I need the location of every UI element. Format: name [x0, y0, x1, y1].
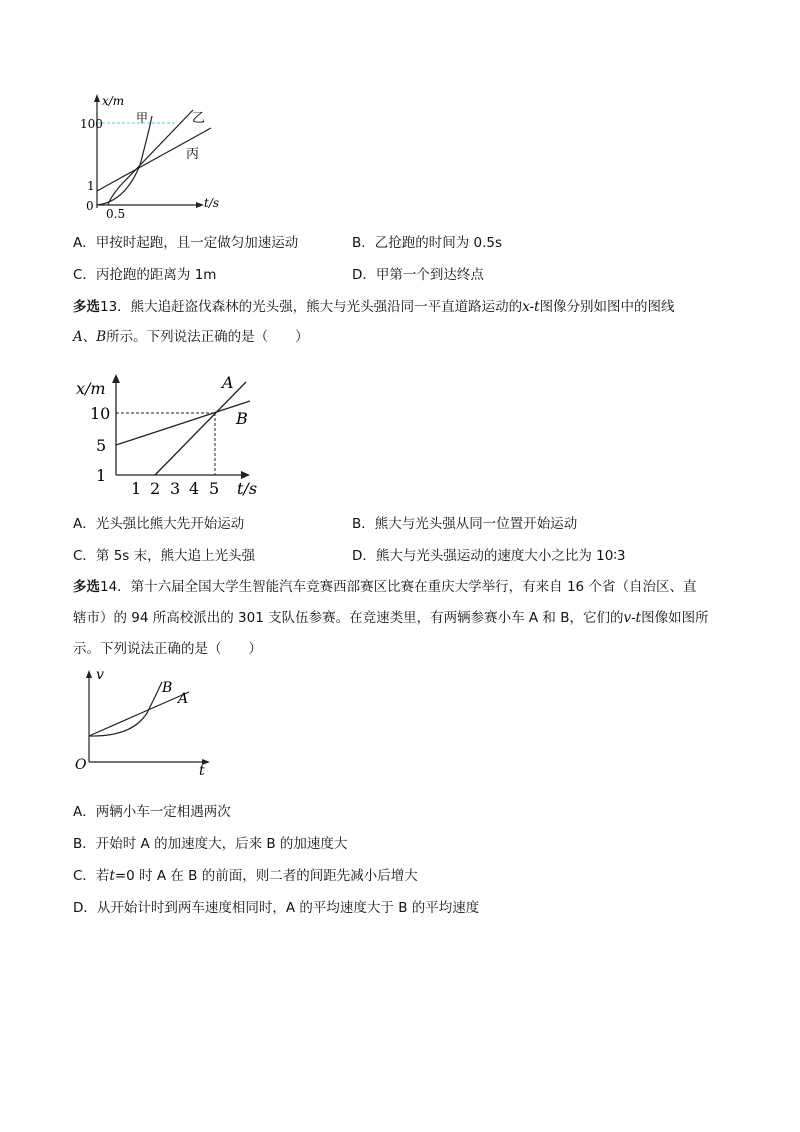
q13-stem-line-1 — [73, 297, 675, 317]
line-a — [89, 692, 189, 736]
q14-option-c-1: C．若 — [73, 868, 110, 884]
q14-option-c-t: t — [109, 868, 115, 884]
q12-option-a: A．甲按时起跑，且一定做匀加速运动 — [73, 235, 299, 251]
y-axis-arrow — [94, 94, 100, 102]
q13-option-d: D．熊大与光头强运动的速度大小之比为 10∶3 — [352, 548, 626, 564]
q13-sep: 、 — [82, 329, 97, 345]
fig2-tick-x3: 3 — [170, 479, 181, 498]
q14-option-d: D．从开始计时到两车速度相同时，A 的平均速度大于 B 的平均速度 — [73, 900, 480, 916]
fig2-tick-1: 1 — [96, 466, 107, 485]
figure-1-xt-graph — [80, 90, 240, 220]
q13-text-1: 13．熊大追赶盗伐森林的光头强，熊大与光头强沿同一平直道路运动的 — [100, 299, 523, 315]
fig2-tick-x4: 4 — [189, 479, 200, 498]
y-axis-arrow — [112, 374, 120, 383]
x-axis-arrow — [196, 202, 204, 208]
q12-option-d: D．甲第一个到达终点 — [352, 267, 484, 283]
line-a — [155, 382, 246, 475]
figure-3-vt-graph — [72, 665, 222, 780]
fig3-origin: O — [75, 757, 87, 773]
q14-option-a: A．两辆小车一定相遇两次 — [73, 804, 231, 820]
q14-option-b: B．开始时 A 的加速度大，后来 B 的加速度大 — [73, 836, 348, 852]
fig3-label-a: A — [178, 691, 189, 707]
y-axis-arrow — [86, 670, 92, 678]
q14-text-2b: 图像如图所 — [641, 610, 709, 626]
x-axis-arrow — [241, 471, 250, 479]
fig3-y-axis-label: v — [96, 667, 104, 683]
fig2-tick-x1: 1 — [131, 479, 142, 498]
fig1-tick-1: 1 — [87, 179, 95, 193]
q14-tag: 多选 — [73, 579, 100, 595]
q12-option-b: B．乙抢跑的时间为 0.5s — [352, 235, 503, 251]
fig3-x-axis-label: t — [199, 763, 205, 779]
q14-text-2: 辖市）的 94 所高校派出的 301 支队伍参赛。在竞速类里，有两辆参赛小车 A 和 B，它们的 — [73, 610, 624, 626]
q13-b-label: B — [96, 329, 107, 345]
fig2-y-axis-label: x/m — [76, 379, 106, 398]
q13-a-label: A — [73, 329, 83, 345]
fig2-x-axis-label: t/s — [237, 479, 258, 498]
q13-option-a: A．光头强比熊大先开始运动 — [73, 516, 245, 532]
fig2-label-a: A — [222, 373, 234, 392]
label-yi: 乙 — [192, 111, 206, 126]
fig2-tick-5: 5 — [96, 436, 107, 455]
q14-text-1: 14．第十六届全国大学生智能汽车竞赛西部赛区比赛在重庆大学举行，有来自 16 个省（自治区、直 — [100, 579, 697, 595]
figure-2-xt-graph — [76, 368, 266, 503]
q14-option-c-2: =0 时 A 在 B 的前面，则二者的间距先减小后增大 — [114, 868, 418, 884]
fig2-tick-x2: 2 — [150, 479, 161, 498]
q14-stem-line-1 — [73, 577, 696, 597]
q14-stem-line-2 — [73, 608, 709, 628]
label-jia: 甲 — [136, 111, 149, 125]
q13-option-b: B．熊大与光头强从同一位置开始运动 — [352, 516, 578, 532]
q13-text-3: 所示。下列说法正确的是（ ） — [106, 329, 309, 345]
fig2-tick-x5: 5 — [209, 479, 220, 498]
fig1-tick-100: 100 — [80, 117, 103, 131]
fig1-y-axis-label: x/m — [102, 94, 125, 108]
q13-xt: x-t — [522, 299, 540, 315]
q14-vt: v-t — [623, 610, 642, 626]
q14-option-c — [73, 866, 418, 886]
q12-option-c: C．丙抢跑的距离为 1m — [73, 267, 217, 283]
line-b — [116, 401, 250, 445]
q14-stem-line-3: 示。下列说法正确的是（ ） — [73, 641, 262, 657]
q13-text-2: 图像分别如图中的图线 — [539, 299, 675, 315]
fig2-label-b: B — [236, 409, 248, 428]
fig3-label-b: B — [162, 680, 173, 696]
q13-option-c: C．第 5s 末，熊大追上光头强 — [73, 548, 256, 564]
fig1-x-axis-label: t/s — [204, 196, 220, 210]
fig1-origin: 0 — [86, 199, 94, 213]
label-bing: 丙 — [186, 147, 200, 162]
fig1-tick-05: 0.5 — [106, 207, 126, 220]
q13-stem-line-2 — [73, 327, 309, 347]
fig2-tick-10: 10 — [90, 404, 111, 423]
q13-tag: 多选 — [73, 299, 100, 315]
